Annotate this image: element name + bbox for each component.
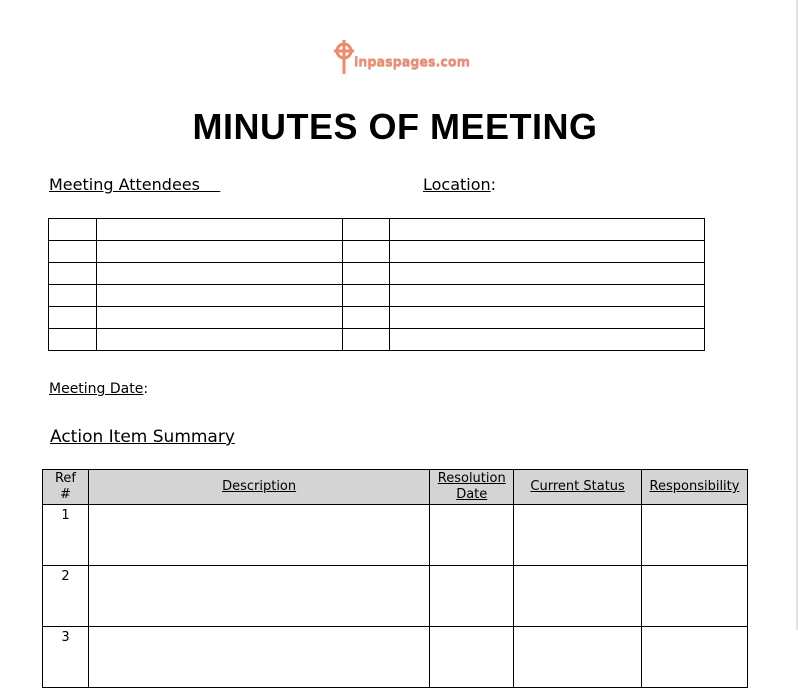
attendees-table: [48, 218, 705, 351]
action-cell[interactable]: [642, 566, 748, 627]
header-responsibility: Responsibility: [642, 470, 748, 505]
header-ref-text: Ref #: [54, 471, 76, 502]
action-cell[interactable]: [88, 566, 429, 627]
action-cell[interactable]: [514, 627, 642, 688]
attendee-cell[interactable]: [390, 285, 705, 307]
attendee-row: [49, 285, 705, 307]
action-cell[interactable]: [88, 627, 429, 688]
attendee-cell[interactable]: [390, 241, 705, 263]
attendee-row: [49, 263, 705, 285]
attendee-cell[interactable]: [342, 307, 390, 329]
attendee-cell[interactable]: [96, 241, 342, 263]
attendee-cell[interactable]: [342, 263, 390, 285]
attendee-cell[interactable]: [49, 241, 97, 263]
attendee-cell[interactable]: [342, 219, 390, 241]
meeting-date-label: [49, 381, 148, 397]
action-item-row: [43, 566, 748, 627]
action-item-row: [43, 505, 748, 566]
attendee-cell[interactable]: [49, 219, 97, 241]
action-cell[interactable]: [430, 566, 514, 627]
attendee-cell[interactable]: [342, 329, 390, 351]
attendees-table-body: [49, 219, 705, 351]
logo-text: inpaspages.com: [354, 55, 470, 70]
action-ref-cell: 3: [43, 627, 89, 688]
action-table-body: [43, 505, 748, 688]
attendees-label: [49, 175, 220, 194]
attendees-label-text: Meeting Attendees: [49, 175, 221, 194]
attendee-row: [49, 329, 705, 351]
attendee-cell[interactable]: [49, 285, 97, 307]
attendee-row: [49, 219, 705, 241]
action-summary-label: [50, 427, 235, 447]
location-colon: :: [490, 175, 497, 194]
action-cell[interactable]: [514, 505, 642, 566]
action-table-header-row: [43, 470, 748, 505]
attendee-cell[interactable]: [49, 329, 97, 351]
attendee-cell[interactable]: [96, 329, 342, 351]
action-summary-label-text: Action Item Summary: [50, 427, 235, 447]
action-cell[interactable]: [430, 505, 514, 566]
action-cell[interactable]: [88, 505, 429, 566]
attendee-cell[interactable]: [96, 285, 342, 307]
page-title: MINUTES OF MEETING: [192, 106, 598, 147]
action-cell[interactable]: [514, 566, 642, 627]
attendee-cell[interactable]: [390, 263, 705, 285]
action-cell[interactable]: [642, 627, 748, 688]
attendee-cell[interactable]: [390, 329, 705, 351]
header-resolution-date: Resolution Date: [430, 470, 514, 505]
action-item-row: [43, 627, 748, 688]
celtic-cross-icon: [332, 38, 356, 76]
meeting-date-colon: :: [143, 381, 149, 397]
attendee-cell[interactable]: [96, 219, 342, 241]
attendee-cell[interactable]: [390, 307, 705, 329]
attendee-cell[interactable]: [342, 285, 390, 307]
attendee-row: [49, 241, 705, 263]
action-ref-cell: 1: [43, 505, 89, 566]
attendee-cell[interactable]: [342, 241, 390, 263]
meeting-date-label-text: Meeting Date: [49, 381, 144, 397]
attendee-cell[interactable]: [390, 219, 705, 241]
attendee-cell[interactable]: [96, 307, 342, 329]
action-ref-cell: 2: [43, 566, 89, 627]
action-cell[interactable]: [430, 627, 514, 688]
header-ref: [43, 470, 89, 505]
attendee-cell[interactable]: [49, 263, 97, 285]
header-description: Description: [88, 470, 429, 505]
action-cell[interactable]: [642, 505, 748, 566]
action-items-table: [42, 469, 748, 688]
header-current-status: Current Status: [514, 470, 642, 505]
site-logo: [332, 36, 470, 76]
attendee-row: [49, 307, 705, 329]
attendee-cell[interactable]: [49, 307, 97, 329]
attendee-cell[interactable]: [96, 263, 342, 285]
location-label-text: Location: [423, 175, 491, 194]
location-label: [423, 175, 496, 194]
